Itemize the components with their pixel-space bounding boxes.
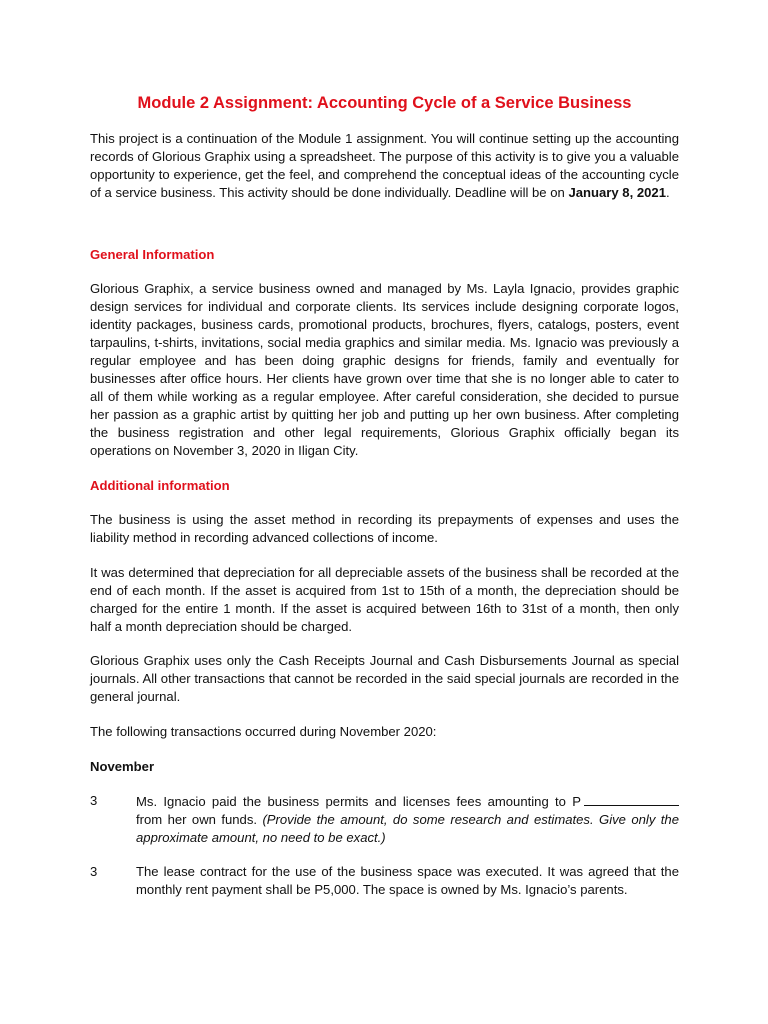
page-title: Module 2 Assignment: Accounting Cycle of a Service Business xyxy=(137,94,632,112)
transaction-day: 3 xyxy=(90,864,98,879)
transaction-note: (Provide the amount, do some research and estimates. Give only the approximate amount, no need to be exact.) xyxy=(136,812,679,845)
additional-information-heading: Additional information xyxy=(90,478,230,493)
amount-blank-line xyxy=(584,792,679,806)
transaction-item xyxy=(90,863,679,899)
general-information-paragraph: Glorious Graphix, a service business owned and managed by Ms. Layla Ignacio, provides graphic design services for individual and corporate clients. Its services include designing corporate logos, identity packages, business cards, promotional products, brochures, flyers, catalogs, posters, event tarpaulins, t-shirts, invitations, social media graphics and similar media. Ms. Ignacio was previously a regular employee and has been doing graphic designs for friends, family and eventually for businesses after office hours. Her clients have grown over time that she is no longer able to cater to all of them while working as a regular employee. After careful consideration, she decided to pursue her passion as a graphic artist by quitting her job and putting up her own business. After completing the business registration and other legal requirements, Glorious Graphix officially began its operations on November 3, 2020 in Iligan City. xyxy=(90,281,679,458)
transaction-text: The lease contract for the use of the business space was executed. It was agreed that the monthly rent payment shall be P5,000. The space is owned by Ms. Ignacio’s parents. xyxy=(136,864,679,897)
transaction-day: 3 xyxy=(90,793,98,808)
transactions-intro-paragraph: The following transactions occurred during November 2020: xyxy=(90,724,437,739)
asset-method-paragraph: The business is using the asset method in recording its prepayments of expenses and uses the liability method in recording advanced collections of income. xyxy=(90,512,679,545)
deadline-date: January 8, 2021 xyxy=(568,185,666,200)
special-journals-paragraph: Glorious Graphix uses only the Cash Receipts Journal and Cash Disbursements Journal as special journals. All other transactions that cannot be recorded in the said special journals are recorded in the general journal. xyxy=(90,653,679,704)
transaction-item xyxy=(90,792,679,847)
intro-paragraph xyxy=(90,130,679,202)
intro-text: This project is a continuation of the Module 1 assignment. You will continue setting up the accounting records of Glorious Graphix using a spreadsheet. The purpose of this activity is to give you a valuable opportunity to experience, get the feel, and comprehend the conceptual ideas of the accounting cycle of a service business. This activity should be done individually. Deadline will be on xyxy=(90,131,679,200)
intro-end: . xyxy=(665,185,670,200)
transaction-text-before: Ms. Ignacio paid the business permits and licenses fees amounting to P xyxy=(136,794,581,809)
transaction-text xyxy=(136,792,679,847)
depreciation-paragraph: It was determined that depreciation for all depreciable assets of the business shall be recorded at the end of each month. If the asset is acquired from 1st to 15th of a month, the depreciation should be charged for the entire 1 month. If the asset is acquired between 16th to 31st of a month, then only half a month depreciation should be charged. xyxy=(90,565,679,634)
month-heading: November xyxy=(90,759,155,774)
transaction-text-after: from her own funds. xyxy=(136,812,263,827)
general-information-heading: General Information xyxy=(90,247,215,262)
